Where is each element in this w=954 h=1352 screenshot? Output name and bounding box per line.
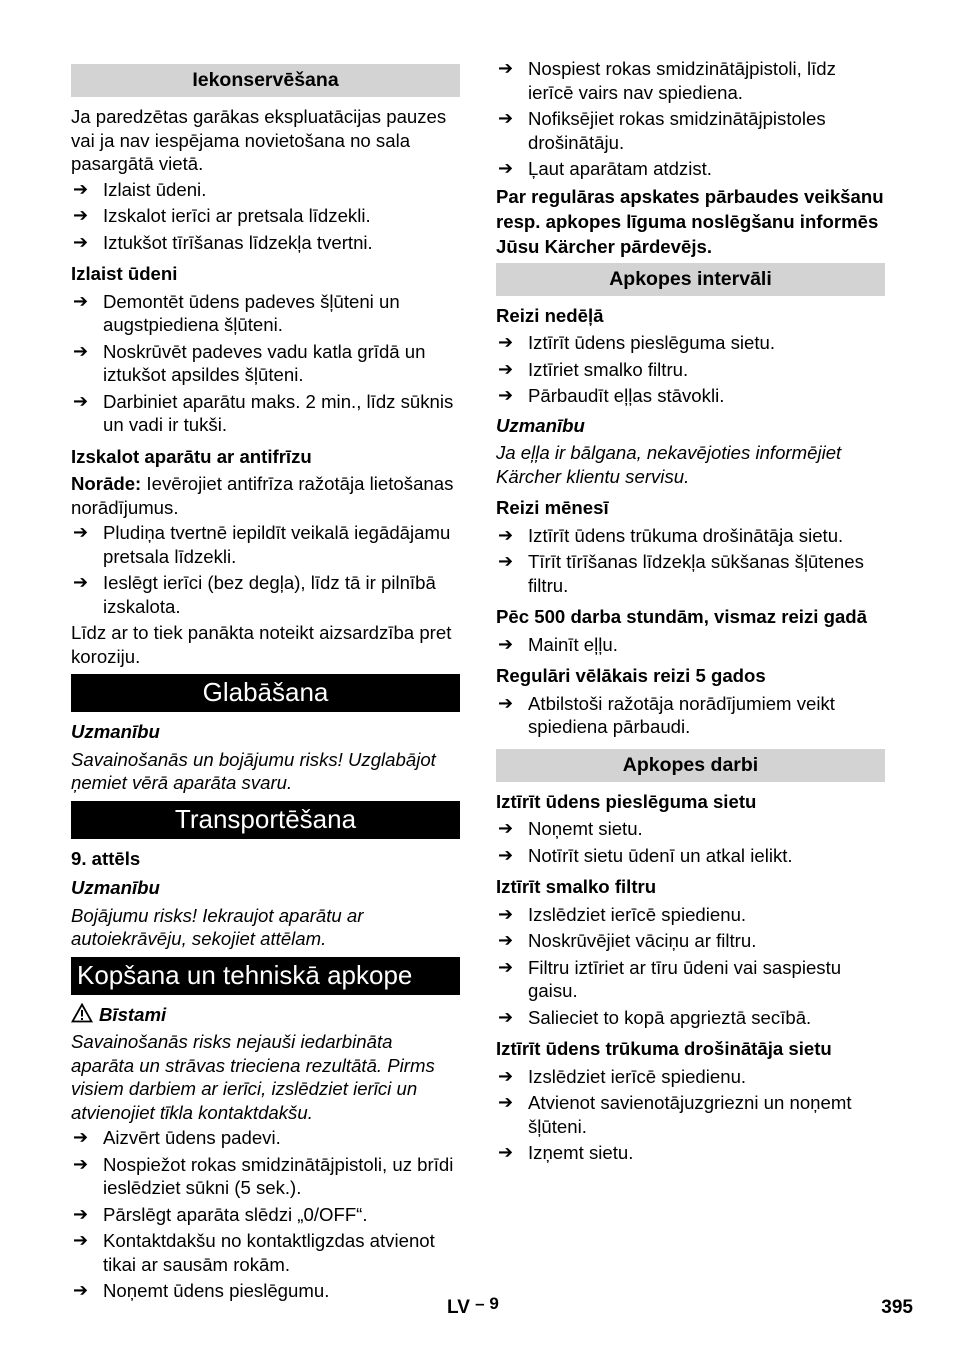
list-item: ➔ Kontaktdakšu no kontaktligzdas atvienot tikai ar sausām rokām. [71,1229,460,1276]
caution-text: Ja eļļa ir bālgana, nekavējoties informējiet Kärcher klientu servisu. [496,442,842,487]
list-item: ➔ Aizvērt ūdens padevi. [71,1126,460,1150]
subheading-sietu: Iztīrīt ūdens pieslēguma sietu [496,790,757,812]
list-item: ➔ Noskrūvējiet vāciņu ar filtru. [496,929,885,953]
list-item: ➔ Noņemt sietu. [496,817,885,841]
instruction-list [496,331,885,408]
note-label: Norāde: [71,473,142,494]
danger-heading [71,1003,460,1027]
section-heading-glabasana: Glabāšana [71,674,460,712]
subheading-izlaist-udeni: Izlaist ūdeni [71,263,178,284]
service-contract-note: Par regulāras apskates pārbaudes veikšanu resp. apkopes līguma noslēgšanu informēs Jūsu Kärcher pārdevējs. [496,185,884,257]
list-item: ➔ Atbilstoši ražotāja norādījumiem veikt spiediena pārbaudi. [496,692,885,739]
page-number: 395 [881,1297,913,1318]
list-item: ➔ Mainīt eļļu. [496,633,885,657]
danger-text: Savainošanās risks nejauši iedarbināta aparāta un strāvas trieciena rezultātā. Pirms visiem darbiem ar ierīci, izslēdziet ierīci un atvienojiet tīkla kontaktdakšu. [71,1031,435,1123]
subheading-reizi-nedela: Reizi nedēļā [496,304,604,326]
instruction-list [71,1126,460,1303]
list-item: ➔ Salieciet to kopā apgrieztā secībā. [496,1006,885,1030]
corrosion-paragraph: Līdz ar to tiek panākta noteikt aizsardzība pret koroziju. [71,622,452,667]
local-page-number: – 9 [475,1294,499,1313]
list-item: ➔ Notīrīt sietu ūdenī un atkal ielikt. [496,844,885,868]
list-item: ➔ Pārslēgt aparāta slēdzi „0/OFF“. [71,1203,460,1227]
list-item: ➔ Tīrīt tīrīšanas līdzekļa sūkšanas šļūtenes filtru. [496,550,885,597]
instruction-list [71,290,460,437]
list-item: ➔ Nospiežot rokas smidzinātājpistoli, uz brīdi ieslēdziet sūkni (5 sek.). [71,1153,460,1200]
section-heading-kopsana: Kopšana un tehniskā apkope [71,957,460,995]
instruction-list [496,692,885,739]
list-item: ➔ Izlaist ūdeni. [71,178,460,202]
language-code: LV [447,1297,470,1318]
list-item: ➔ Nofiksējiet rokas smidzinātājpistoles drošinātāju. [496,107,885,154]
section-heading-iekonservesana: Iekonservēšana [71,64,460,97]
list-item: ➔ Izslēdziet ierīcē spiedienu. [496,1065,885,1089]
section-heading-apkopes-darbi: Apkopes darbi [496,749,885,782]
list-item: ➔ Atvienot savienotājuzgriezni un noņemt šļūteni. [496,1091,885,1138]
list-item: ➔ Iztīrīt ūdens pieslēguma sietu. [496,331,885,355]
warning-triangle-icon [71,1003,93,1023]
list-item: ➔ Iztīrīt ūdens trūkuma drošinātāja sietu. [496,524,885,548]
list-item: ➔ Izņemt sietu. [496,1141,885,1165]
subheading-500-stundas: Pēc 500 darba stundām, vismaz reizi gadā [496,606,868,627]
left-column [71,64,460,1306]
list-item: ➔ Noņemt ūdens pieslēgumu. [71,1279,460,1303]
instruction-list [71,178,460,255]
instruction-list [496,633,885,657]
figure-reference: 9. attēls [71,847,141,869]
list-item: ➔ Ieslēgt ierīci (bez degļa), līdz tā ir pilnībā izskalota. [71,571,460,618]
right-column [496,57,885,1168]
list-item: ➔ Pārbaudīt eļļas stāvokli. [496,384,885,408]
caution-heading: Uzmanību [496,414,585,436]
instruction-list [71,521,460,618]
subheading-reizi-menesi: Reizi mēnesī [496,497,609,518]
footer-language [447,1296,499,1320]
danger-label: Bīstami [99,1003,167,1025]
subheading-izskalot: Izskalot aparātu ar antifrīzu [71,445,312,467]
list-item: ➔ Iztukšot tīrīšanas līdzekļa tvertni. [71,231,460,255]
list-item: ➔ Filtru iztīriet ar tīru ūdeni vai saspiestu gaisu. [496,956,885,1003]
section-heading-transportesana: Transportēšana [71,801,460,839]
list-item: ➔ Nospiest rokas smidzinātājpistoli, līdz ierīcē vairs nav spiediena. [496,57,885,104]
instruction-list [496,524,885,598]
note-text: Ievērojiet antifrīza ražotāja lietošanas norādījumus. [71,473,454,518]
intro-paragraph: Ja paredzētas garākas ekspluatācijas pauzes vai ja nav iespējama novietošana no sala pasargātā vietā. [71,106,447,174]
caution-heading: Uzmanību [71,877,160,898]
list-item: ➔ Izslēdziet ierīcē spiedienu. [496,903,885,927]
list-item: ➔ Darbiniet aparātu maks. 2 min., līdz sūknis un vadi ir tukši. [71,390,460,437]
section-heading-apkopes-intervali: Apkopes intervāli [496,263,885,296]
list-item: ➔ Pludiņa tvertnē iepildīt veikalā iegādājamu pretsala līdzekli. [71,521,460,568]
instruction-list [496,57,885,181]
list-item: ➔ Demontēt ūdens padeves šļūteni un augstpiediena šļūteni. [71,290,460,337]
subheading-5-gados: Regulāri vēlākais reizi 5 gados [496,665,766,686]
instruction-list [496,817,885,867]
list-item: ➔ Iztīriet smalko filtru. [496,358,885,382]
caution-heading: Uzmanību [71,721,160,742]
instruction-list [496,903,885,1030]
instruction-list [496,1065,885,1165]
subheading-trukuma-sietu: Iztīrīt ūdens trūkuma drošinātāja sietu [496,1038,832,1059]
list-item: ➔ Izskalot ierīci ar pretsala līdzekli. [71,204,460,228]
subheading-smalko-filtru: Iztīrīt smalko filtru [496,876,657,897]
note-paragraph [71,472,460,519]
caution-text: Savainošanās un bojājumu risks! Uzglabājot ņemiet vērā aparāta svaru. [71,748,436,793]
caution-text: Bojājumu risks! Iekraujot aparātu ar autoiekrāvēju, sekojiet attēlam. [71,904,364,949]
list-item: ➔ Ļaut aparātam atdzist. [496,157,885,181]
list-item: ➔ Noskrūvēt padeves vadu katla grīdā un iztukšot apsildes šļūteni. [71,340,460,387]
